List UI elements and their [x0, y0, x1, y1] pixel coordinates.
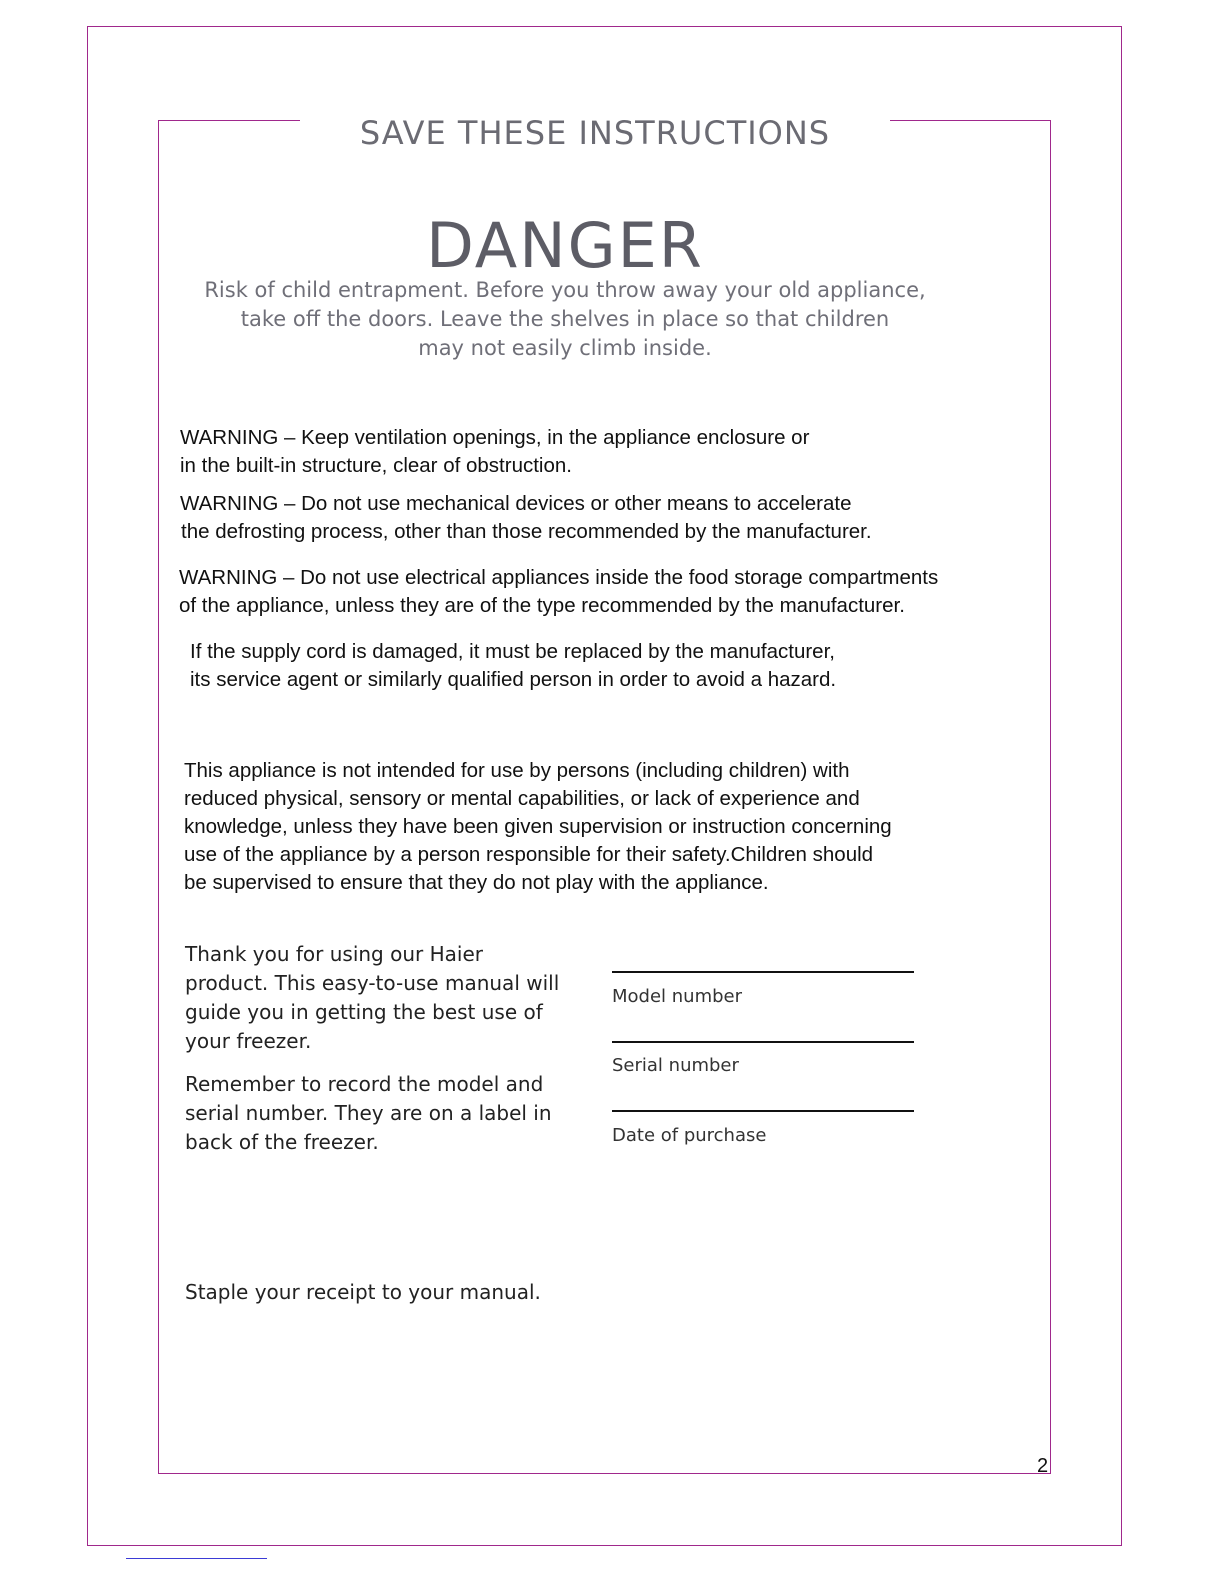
staple-receipt-note: Staple your receipt to your manual. [185, 1280, 541, 1304]
warning-electrical [179, 564, 938, 620]
paragraph-line: your freezer. [185, 1029, 312, 1053]
paragraph-line: Thank you for using our Haier [185, 942, 483, 966]
warning-line: WARNING – Do not use electrical appliances inside the food storage compartments [179, 566, 939, 589]
warning-defrosting [180, 490, 872, 546]
notice-line: its service agent or similarly qualified person in order to avoid a hazard. [190, 668, 837, 691]
paragraph-line: back of the freezer. [185, 1130, 379, 1154]
paragraph-line: guide you in getting the best use of [185, 1000, 543, 1024]
warning-line: WARNING – Keep ventilation openings, in the appliance enclosure or [180, 426, 810, 449]
notice-line: use of the appliance by a person responsible for their safety.Children should [184, 843, 874, 866]
warning-ventilation [180, 424, 809, 480]
paragraph-line: serial number. They are on a label in [185, 1101, 552, 1125]
warning-line: in the built-in structure, clear of obstruction. [180, 454, 572, 477]
serial-number-label: Serial number [612, 1055, 739, 1076]
page-number: 2 [1037, 1455, 1049, 1477]
danger-message [160, 276, 970, 363]
notice-line: be supervised to ensure that they do not play with the appliance. [184, 871, 769, 894]
serial-number-line [612, 1041, 914, 1043]
notice-line: reduced physical, sensory or mental capabilities, or lack of experience and [184, 787, 860, 810]
paragraph-line: product. This easy-to-use manual will [185, 971, 560, 995]
date-of-purchase-label: Date of purchase [612, 1125, 767, 1146]
notice-line: If the supply cord is damaged, it must be replaced by the manufacturer, [190, 640, 835, 663]
date-of-purchase-line [612, 1110, 914, 1112]
thank-you-paragraph [185, 940, 595, 1056]
notice-line: This appliance is not intended for use by persons (including children) with [184, 759, 850, 782]
notice-line: knowledge, unless they have been given supervision or instruction concerning [184, 815, 892, 838]
danger-heading: DANGER [426, 209, 704, 282]
footer-rule [126, 1558, 267, 1559]
warning-line: of the appliance, unless they are of the type recommended by the manufacturer. [179, 594, 905, 617]
warning-line: WARNING – Do not use mechanical devices or other means to accelerate [180, 492, 852, 515]
warning-line: the defrosting process, other than those recommended by the manufacturer. [181, 520, 872, 543]
danger-line: Risk of child entrapment. Before you throw away your old appliance, [204, 278, 926, 302]
record-paragraph [185, 1070, 595, 1157]
model-number-line [612, 971, 914, 973]
save-instructions-title: SAVE THESE INSTRUCTIONS [300, 113, 890, 153]
appliance-usage-notice [184, 757, 892, 897]
danger-line: take off the doors. Leave the shelves in place so that children [240, 307, 890, 331]
model-number-label: Model number [612, 986, 743, 1007]
supply-cord-notice [190, 638, 836, 694]
danger-line: may not easily climb inside. [418, 336, 712, 360]
paragraph-line: Remember to record the model and [185, 1072, 544, 1096]
